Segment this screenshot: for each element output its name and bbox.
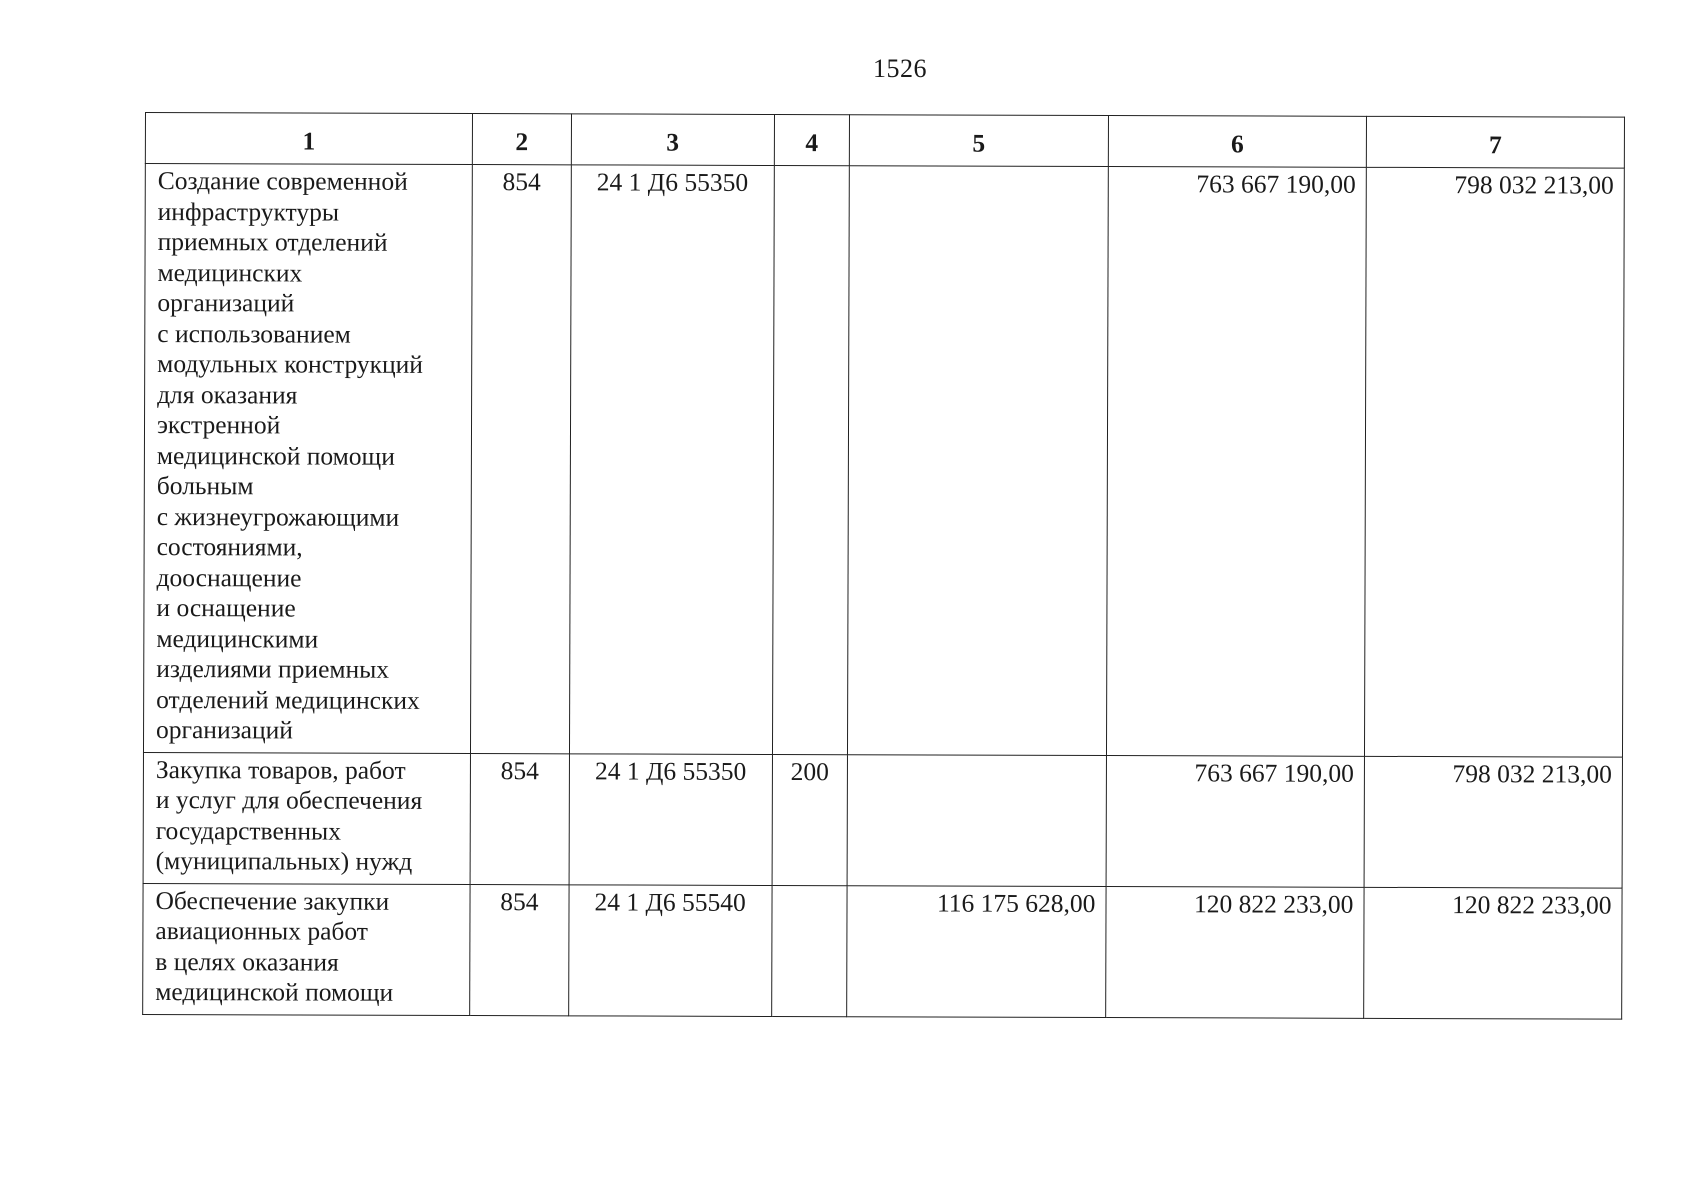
col-header-6: 6 <box>1108 116 1366 168</box>
cell-amount-5: 116 175 628,00 <box>847 885 1106 1017</box>
row-name-line: организаций <box>157 288 295 318</box>
row-name-line: для оказания <box>157 379 298 409</box>
row-name-line: организаций <box>156 715 294 745</box>
row-name-line: Обеспечение закупки <box>155 885 390 916</box>
row-name-line: государственных <box>155 815 342 846</box>
row-name-line: и услуг для обеспечения <box>155 785 423 815</box>
row-name-line: медицинской помощи <box>156 440 395 471</box>
cell-amount-6: 763 667 190,00 <box>1106 167 1366 756</box>
cell-amount-6: 763 667 190,00 <box>1106 755 1364 887</box>
row-name-line: больным <box>156 471 254 501</box>
row-name-line: экстренной <box>156 410 281 440</box>
cell-expense-type <box>771 885 847 1016</box>
row-name-line: с использованием <box>157 318 351 349</box>
cell-ministry-code: 854 <box>470 753 569 884</box>
row-name-line: авиационных работ <box>155 916 369 946</box>
row-name-line: (муниципальных) нужд <box>155 846 413 876</box>
row-name-line: инфраструктуры <box>157 196 340 227</box>
col-header-4: 4 <box>774 114 849 165</box>
row-name <box>143 883 470 1015</box>
row-name-line: состояниями, <box>156 532 303 562</box>
col-header-2: 2 <box>472 114 571 165</box>
col-header-3: 3 <box>571 114 774 166</box>
header-row <box>145 113 1624 169</box>
row-name-line: и оснащение <box>156 593 296 623</box>
row-name-line: дооснащение <box>156 562 302 592</box>
cell-amount-7: 120 822 233,00 <box>1364 887 1622 1019</box>
cell-amount-6: 120 822 233,00 <box>1106 886 1364 1018</box>
table-row <box>143 752 1622 888</box>
col-header-7: 7 <box>1366 116 1624 168</box>
row-name-line: медицинских <box>157 257 303 287</box>
table-row <box>143 883 1622 1019</box>
cell-target-article: 24 1 Д6 55350 <box>569 165 774 754</box>
cell-expense-type: 200 <box>772 754 848 885</box>
cell-ministry-code: 854 <box>470 884 569 1015</box>
row-name <box>143 752 470 884</box>
row-name-line: модульных конструкций <box>157 349 424 379</box>
col-header-5: 5 <box>849 115 1108 167</box>
cell-amount-7: 798 032 213,00 <box>1364 756 1622 888</box>
row-name-line: Закупка товаров, работ <box>155 754 406 785</box>
cell-expense-type <box>772 165 849 754</box>
col-header-1: 1 <box>145 113 472 165</box>
table-row <box>143 164 1624 757</box>
row-name <box>143 164 472 754</box>
cell-target-article: 24 1 Д6 55350 <box>569 753 773 885</box>
row-name-line: Создание современной <box>157 166 408 196</box>
page-number: 1526 <box>873 54 927 83</box>
row-name-line: с жизнеугрожающими <box>156 501 400 532</box>
cell-amount-5 <box>847 754 1106 886</box>
cell-target-article: 24 1 Д6 55540 <box>568 884 772 1016</box>
row-name-line: приемных отделений <box>157 227 388 257</box>
row-name-line: в целях оказания <box>155 946 339 977</box>
cell-amount-7: 798 032 213,00 <box>1364 167 1624 756</box>
row-name-line: медицинской помощи <box>155 977 394 1007</box>
row-name-line: медицинскими <box>156 623 319 654</box>
cell-ministry-code: 854 <box>471 165 571 754</box>
budget-table <box>142 112 1625 1019</box>
cell-amount-5 <box>847 166 1108 755</box>
row-name-line: отделений медицинских <box>156 684 420 715</box>
row-name-line: изделиями приемных <box>156 654 390 684</box>
